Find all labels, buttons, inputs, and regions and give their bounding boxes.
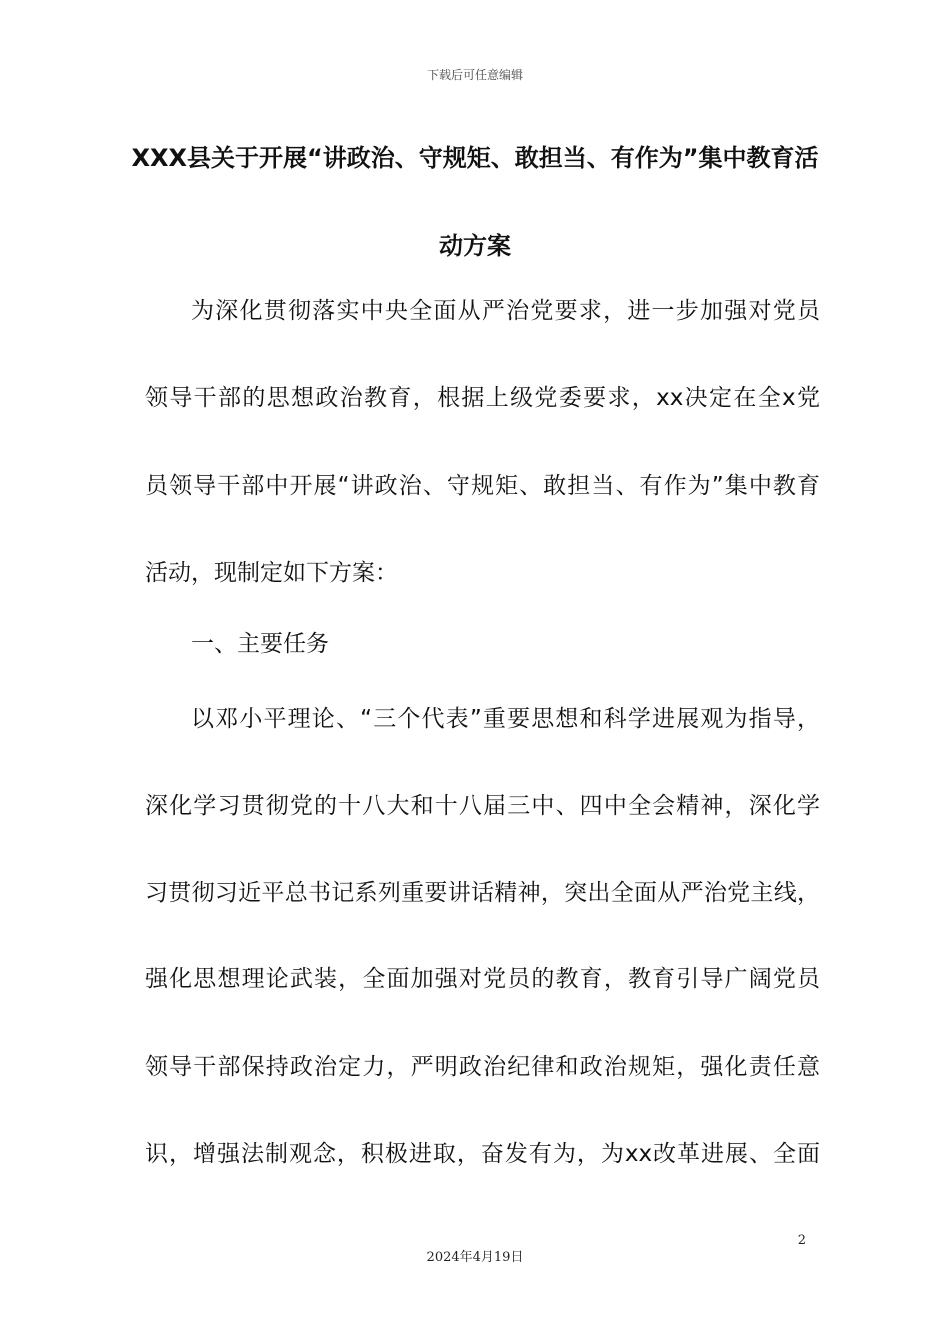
- paragraph-line: 习贯彻习近平总书记系列重要讲话精神，突出全面从严治党主线，: [145, 880, 820, 906]
- paragraph-line: 领导干部保持政治定力，严明政治纪律和政治规矩，强化责任意: [145, 1054, 820, 1080]
- paragraph-line: 深化学习贯彻党的十八大和十八届三中、四中全会精神，深化学: [145, 793, 820, 819]
- paragraph-line: 识，增强法制观念，积极进取，奋发有为，为xx改革进展、全面: [145, 1141, 820, 1167]
- paragraph-line: 活动，现制定如下方案：: [145, 560, 398, 586]
- paragraph-line: 员领导干部中开展“讲政治、守规矩、敢担当、有作为”集中教育: [145, 473, 820, 499]
- document-title-line-1: XXX县关于开展“讲政治、守规矩、敢担当、有作为”集中教育活: [131, 144, 819, 172]
- document-title-line-2: 动方案: [439, 232, 511, 260]
- paragraph-line: 强化思想理论武装，全面加强对党员的教育，教育引导广阔党员: [145, 966, 820, 992]
- section-heading: 一、主要任务: [191, 631, 329, 657]
- paragraph-line: 为深化贯彻落实中央全面从严治党要求，进一步加强对党员: [191, 298, 820, 324]
- paragraph-line: 以邓小平理论、“三个代表”重要思想和科学进展观为指导，: [191, 706, 820, 732]
- paragraph-line: 领导干部的思想政治教育，根据上级党委要求，xx决定在全x党: [145, 385, 820, 411]
- header-note: 下载后可任意编辑: [426, 68, 523, 82]
- page-number: 2: [797, 1233, 806, 1248]
- footer-date: 2024年4月19日: [426, 1250, 524, 1265]
